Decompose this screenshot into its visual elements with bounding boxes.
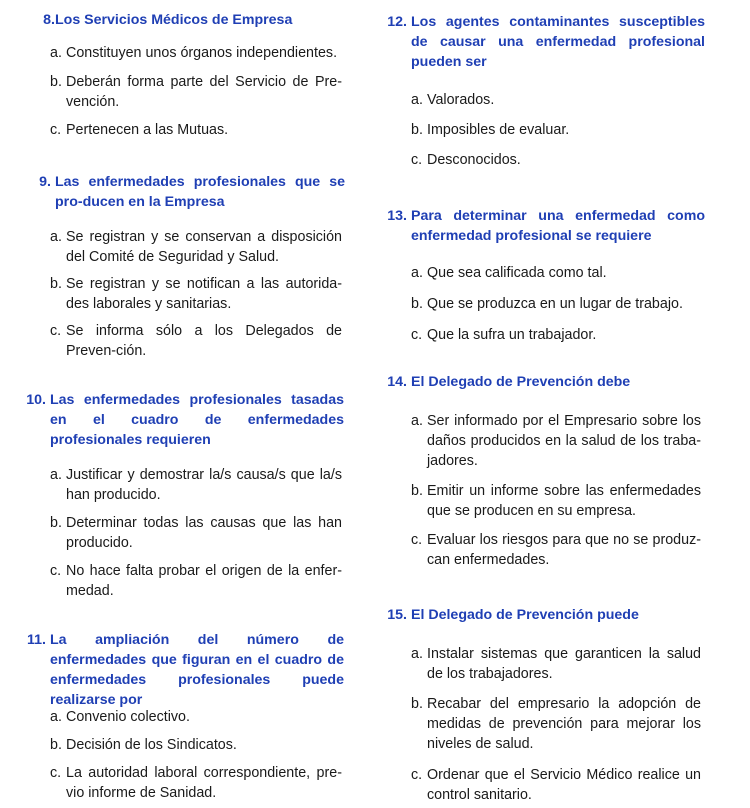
question-text: Las enfermedades profesionales tasadas en el cuadro de enfermedades profesionales requieren <box>50 392 344 448</box>
question-number: 15. <box>387 607 407 623</box>
option-10a: a. Justificar y demostrar la/s causa/s que la/s han producido. <box>50 467 342 503</box>
question-title <box>375 206 705 246</box>
option-10b: b. Determinar todas las causas que las han producido. <box>50 515 342 551</box>
option-9a: a. Se registran y se conservan a disposición del Comité de Seguridad y Salud. <box>50 229 342 265</box>
option-13c: c. Que la sufra un trabajador. <box>411 327 597 343</box>
question-12 <box>375 12 735 72</box>
question-9 <box>0 172 360 212</box>
question-text: El Delegado de Prevención debe <box>411 374 631 390</box>
option-8a: a. Constituyen unos órganos independientes. <box>50 45 338 61</box>
question-number: 14. <box>387 374 407 390</box>
question-text: Para determinar una enfermedad como enfermedad profesional se requiere <box>411 208 705 244</box>
question-title <box>0 630 344 710</box>
option-12c: c. Desconocidos. <box>411 152 521 168</box>
option-13b: b. Que se produzca en un lugar de trabajo. <box>411 296 683 312</box>
question-number: 13. <box>387 208 407 224</box>
question-text: La ampliación del número de enfermedades que figuran en el cuadro de enfermedades profesionales puede realizarse por <box>50 632 344 708</box>
option-9b: b. Se registran y se notifican a las autorida-des laborales y sanitarias. <box>50 276 342 312</box>
question-13 <box>375 206 735 246</box>
question-title <box>0 172 345 212</box>
question-15 <box>375 605 735 625</box>
option-8c: c. Pertenecen a las Mutuas. <box>50 122 229 138</box>
question-title <box>375 605 705 625</box>
question-text: Los Servicios Médicos de Empresa <box>55 12 293 28</box>
question-11 <box>0 630 360 710</box>
option-11b: b. Decisión de los Sindicatos. <box>50 737 237 753</box>
question-title <box>375 12 705 72</box>
question-10 <box>0 390 360 450</box>
option-15c: c. Ordenar que el Servicio Médico realice un control sanitario. <box>411 767 701 803</box>
option-8b: b. Deberán forma parte del Servicio de Pre-vención. <box>50 74 342 110</box>
option-15a: a. Instalar sistemas que garanticen la salud de los trabajadores. <box>411 646 701 682</box>
option-12b: b. Imposibles de evaluar. <box>411 122 570 138</box>
option-15b: b. Recabar del empresario la adopción de medidas de prevención para mejorar los niveles de salud. <box>411 696 701 752</box>
option-14c: c. Evaluar los riesgos para que no se produz-can enfermedades. <box>411 532 701 568</box>
option-11a: a. Convenio colectivo. <box>50 709 190 725</box>
question-text: El Delegado de Prevención puede <box>411 607 639 623</box>
question-number: 11. <box>27 632 46 648</box>
option-10c: c. No hace falta probar el origen de la enfer-medad. <box>50 563 342 599</box>
option-14b: b. Emitir un informe sobre las enfermedades que se producen en su empresa. <box>411 483 701 519</box>
option-12a: a. Valorados. <box>411 92 495 108</box>
question-number: 8. <box>43 12 55 28</box>
question-title <box>0 390 344 450</box>
question-number: 10. <box>26 392 46 408</box>
option-11c: c. La autoridad laboral correspondiente, pre-vio informe de Sanidad. <box>50 765 342 801</box>
option-9c: c. Se informa sólo a los Delegados de Preven-ción. <box>50 323 342 359</box>
question-8 <box>0 10 360 30</box>
question-title <box>0 10 360 30</box>
question-text: Los agentes contaminantes susceptibles de causar una enfermedad profesional pueden ser <box>411 14 705 70</box>
question-text: Las enfermedades profesionales que se pro-ducen en la Empresa <box>55 174 345 210</box>
question-14 <box>375 372 735 392</box>
option-14a: a. Ser informado por el Empresario sobre los daños producidos en la salud de los traba-jadores. <box>411 413 701 469</box>
option-13a: a. Que sea calificada como tal. <box>411 265 607 281</box>
question-number: 12. <box>387 14 407 30</box>
question-number: 9. <box>39 174 51 190</box>
question-title <box>375 372 705 392</box>
